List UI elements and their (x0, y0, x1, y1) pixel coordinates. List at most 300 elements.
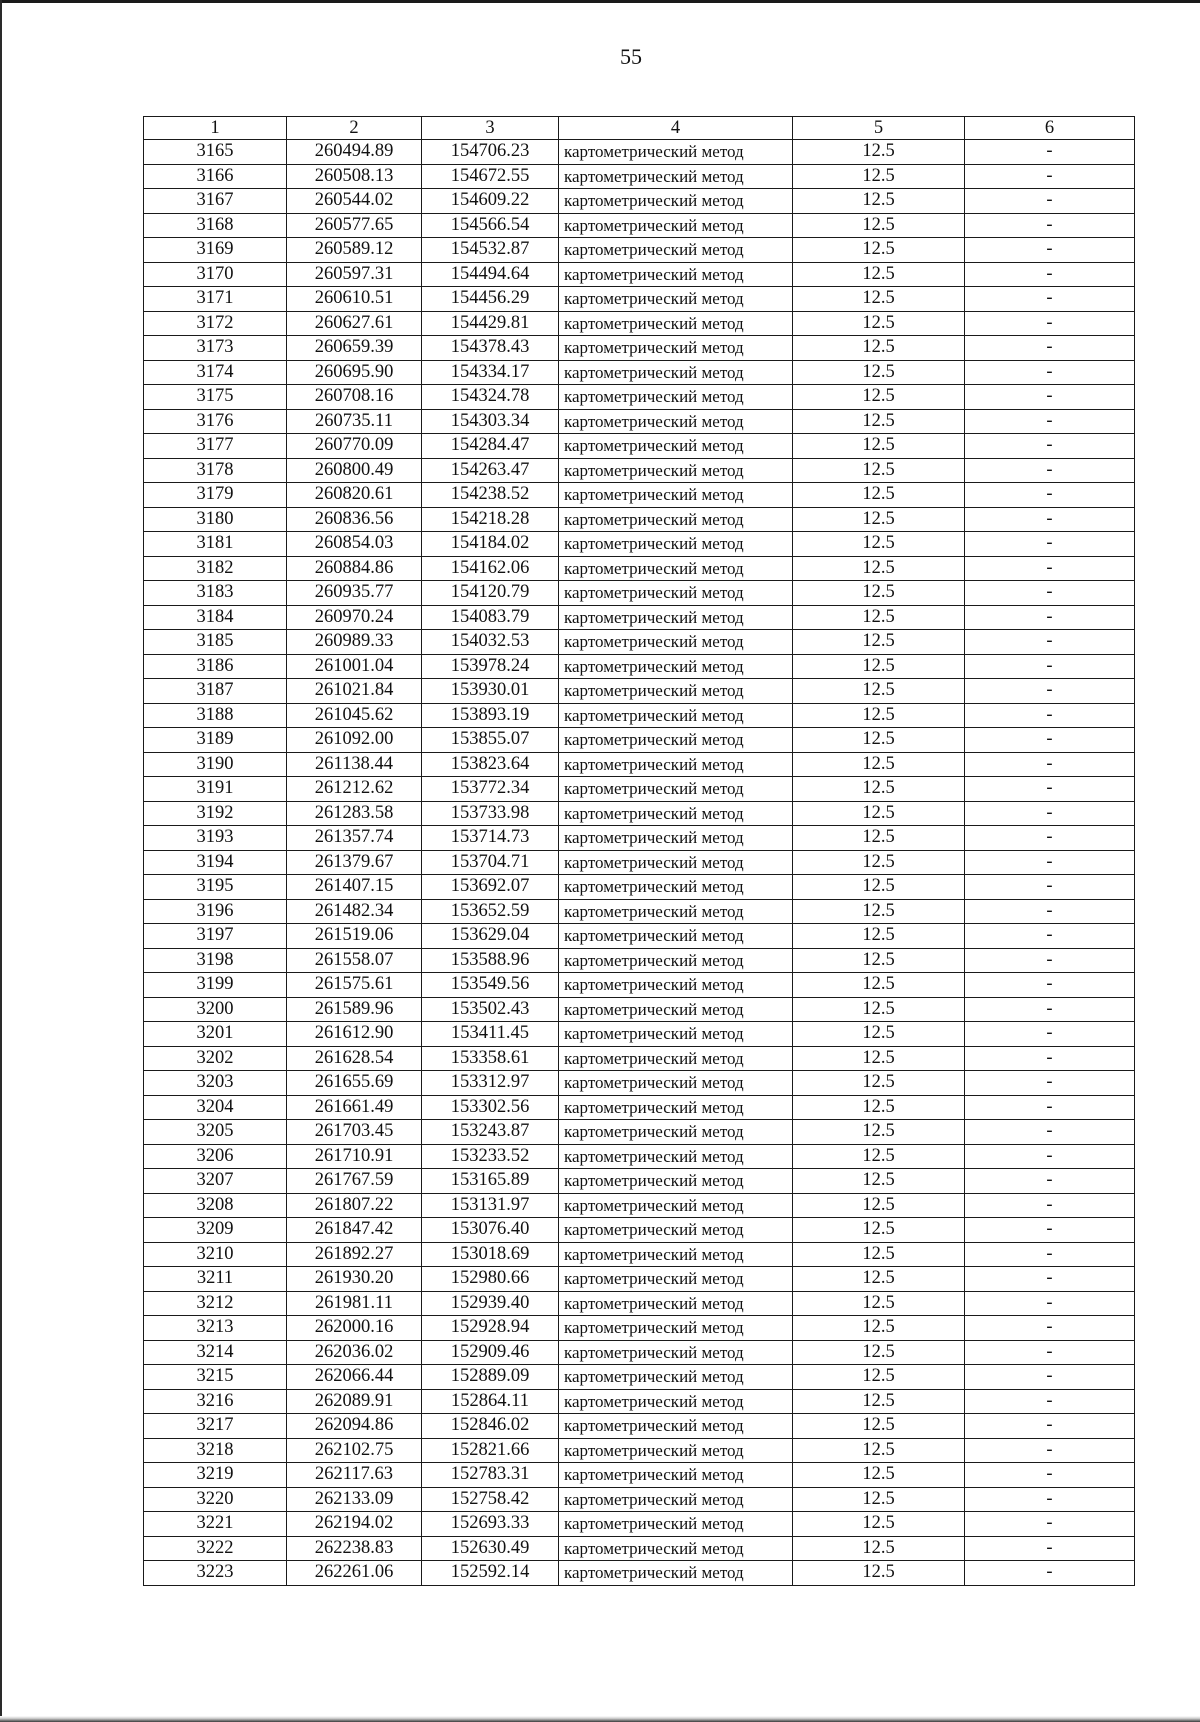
accuracy-cell: 12.5 (793, 875, 965, 900)
y-coordinate-cell: 154120.79 (422, 581, 559, 606)
method-cell: картометрический метод (559, 507, 793, 532)
method-cell: картометрический метод (559, 1071, 793, 1096)
accuracy-cell: 12.5 (793, 336, 965, 361)
method-cell: картометрический метод (559, 826, 793, 851)
description-cell: - (965, 899, 1135, 924)
description-cell: - (965, 875, 1135, 900)
y-coordinate-cell: 153855.07 (422, 728, 559, 753)
method-cell: картометрический метод (559, 140, 793, 165)
table-row (144, 875, 1135, 900)
x-coordinate-cell: 261612.90 (287, 1022, 422, 1047)
x-coordinate-cell: 260820.61 (287, 483, 422, 508)
table-row (144, 140, 1135, 165)
point-number-cell: 3180 (144, 507, 287, 532)
x-coordinate-cell: 262261.06 (287, 1561, 422, 1586)
table-row (144, 752, 1135, 777)
x-coordinate-cell: 261379.67 (287, 850, 422, 875)
accuracy-cell: 12.5 (793, 826, 965, 851)
table-row (144, 262, 1135, 287)
x-coordinate-cell: 260577.65 (287, 213, 422, 238)
y-coordinate-cell: 154494.64 (422, 262, 559, 287)
accuracy-cell: 12.5 (793, 899, 965, 924)
x-coordinate-cell: 260970.24 (287, 605, 422, 630)
point-number-cell: 3187 (144, 679, 287, 704)
point-number-cell: 3169 (144, 238, 287, 263)
x-coordinate-cell: 261021.84 (287, 679, 422, 704)
point-number-cell: 3211 (144, 1267, 287, 1292)
x-coordinate-cell: 261092.00 (287, 728, 422, 753)
x-coordinate-cell: 261283.58 (287, 801, 422, 826)
table-row (144, 1389, 1135, 1414)
y-coordinate-cell: 153165.89 (422, 1169, 559, 1194)
table-row (144, 1291, 1135, 1316)
method-cell: картометрический метод (559, 311, 793, 336)
method-cell: картометрический метод (559, 213, 793, 238)
description-cell: - (965, 1046, 1135, 1071)
method-cell: картометрический метод (559, 899, 793, 924)
table-row (144, 1071, 1135, 1096)
y-coordinate-cell: 154378.43 (422, 336, 559, 361)
y-coordinate-cell: 153549.56 (422, 973, 559, 998)
point-number-cell: 3170 (144, 262, 287, 287)
x-coordinate-cell: 262094.86 (287, 1414, 422, 1439)
method-cell: картометрический метод (559, 728, 793, 753)
accuracy-cell: 12.5 (793, 924, 965, 949)
method-cell: картометрический метод (559, 164, 793, 189)
y-coordinate-cell: 154083.79 (422, 605, 559, 630)
table-row (144, 1095, 1135, 1120)
point-number-cell: 3204 (144, 1095, 287, 1120)
table-row (144, 311, 1135, 336)
accuracy-cell: 12.5 (793, 532, 965, 557)
accuracy-cell: 12.5 (793, 164, 965, 189)
x-coordinate-cell: 261930.20 (287, 1267, 422, 1292)
accuracy-cell: 12.5 (793, 654, 965, 679)
table-row (144, 777, 1135, 802)
y-coordinate-cell: 154218.28 (422, 507, 559, 532)
accuracy-cell: 12.5 (793, 434, 965, 459)
method-cell: картометрический метод (559, 385, 793, 410)
x-coordinate-cell: 261482.34 (287, 899, 422, 924)
table-row (144, 826, 1135, 851)
method-cell: картометрический метод (559, 409, 793, 434)
x-coordinate-cell: 261138.44 (287, 752, 422, 777)
point-number-cell: 3206 (144, 1144, 287, 1169)
scan-top-border (0, 0, 1200, 3)
accuracy-cell: 12.5 (793, 507, 965, 532)
x-coordinate-cell: 260935.77 (287, 581, 422, 606)
table-row (144, 997, 1135, 1022)
y-coordinate-cell: 152864.11 (422, 1389, 559, 1414)
y-coordinate-cell: 152630.49 (422, 1536, 559, 1561)
table-row (144, 409, 1135, 434)
description-cell: - (965, 532, 1135, 557)
y-coordinate-cell: 153411.45 (422, 1022, 559, 1047)
description-cell: - (965, 1267, 1135, 1292)
scan-left-border (0, 0, 2, 1722)
accuracy-cell: 12.5 (793, 1120, 965, 1145)
point-number-cell: 3205 (144, 1120, 287, 1145)
table-row (144, 1512, 1135, 1537)
method-cell: картометрический метод (559, 1242, 793, 1267)
point-number-cell: 3193 (144, 826, 287, 851)
point-number-cell: 3192 (144, 801, 287, 826)
table-row (144, 287, 1135, 312)
accuracy-cell: 12.5 (793, 140, 965, 165)
method-cell: картометрический метод (559, 556, 793, 581)
description-cell: - (965, 287, 1135, 312)
x-coordinate-cell: 261589.96 (287, 997, 422, 1022)
x-coordinate-cell: 260735.11 (287, 409, 422, 434)
description-cell: - (965, 728, 1135, 753)
y-coordinate-cell: 152939.40 (422, 1291, 559, 1316)
method-cell: картометрический метод (559, 336, 793, 361)
accuracy-cell: 12.5 (793, 1169, 965, 1194)
page-number: 55 (620, 44, 642, 69)
point-number-cell: 3210 (144, 1242, 287, 1267)
accuracy-cell: 12.5 (793, 850, 965, 875)
description-cell: - (965, 458, 1135, 483)
y-coordinate-cell: 154284.47 (422, 434, 559, 459)
point-number-cell: 3200 (144, 997, 287, 1022)
accuracy-cell: 12.5 (793, 1463, 965, 1488)
point-number-cell: 3189 (144, 728, 287, 753)
point-number-cell: 3202 (144, 1046, 287, 1071)
table-row (144, 850, 1135, 875)
y-coordinate-cell: 152909.46 (422, 1340, 559, 1365)
y-coordinate-cell: 154706.23 (422, 140, 559, 165)
description-cell: - (965, 1340, 1135, 1365)
point-number-cell: 3207 (144, 1169, 287, 1194)
table-row (144, 360, 1135, 385)
point-number-cell: 3198 (144, 948, 287, 973)
table-row (144, 630, 1135, 655)
x-coordinate-cell: 260508.13 (287, 164, 422, 189)
method-cell: картометрический метод (559, 434, 793, 459)
method-cell: картометрический метод (559, 360, 793, 385)
y-coordinate-cell: 153652.59 (422, 899, 559, 924)
accuracy-cell: 12.5 (793, 1144, 965, 1169)
x-coordinate-cell: 260597.31 (287, 262, 422, 287)
method-cell: картометрический метод (559, 1046, 793, 1071)
description-cell: - (965, 213, 1135, 238)
method-cell: картометрический метод (559, 630, 793, 655)
table-row (144, 1463, 1135, 1488)
accuracy-cell: 12.5 (793, 1291, 965, 1316)
x-coordinate-cell: 261807.22 (287, 1193, 422, 1218)
method-cell: картометрический метод (559, 850, 793, 875)
method-cell: картометрический метод (559, 801, 793, 826)
point-number-cell: 3208 (144, 1193, 287, 1218)
description-cell: - (965, 1169, 1135, 1194)
x-coordinate-cell: 260627.61 (287, 311, 422, 336)
y-coordinate-cell: 154238.52 (422, 483, 559, 508)
y-coordinate-cell: 153243.87 (422, 1120, 559, 1145)
x-coordinate-cell: 260989.33 (287, 630, 422, 655)
description-cell: - (965, 1291, 1135, 1316)
description-cell: - (965, 336, 1135, 361)
point-number-cell: 3213 (144, 1316, 287, 1341)
table-row (144, 924, 1135, 949)
table-row (144, 1316, 1135, 1341)
description-cell: - (965, 1438, 1135, 1463)
x-coordinate-cell: 261045.62 (287, 703, 422, 728)
table-row (144, 458, 1135, 483)
point-number-cell: 3214 (144, 1340, 287, 1365)
accuracy-cell: 12.5 (793, 458, 965, 483)
point-number-cell: 3195 (144, 875, 287, 900)
method-cell: картометрический метод (559, 1389, 793, 1414)
x-coordinate-cell: 260770.09 (287, 434, 422, 459)
scan-bottom-border (0, 1716, 1200, 1722)
x-coordinate-cell: 261767.59 (287, 1169, 422, 1194)
table-row (144, 1561, 1135, 1586)
accuracy-cell: 12.5 (793, 556, 965, 581)
y-coordinate-cell: 154324.78 (422, 385, 559, 410)
method-cell: картометрический метод (559, 483, 793, 508)
point-number-cell: 3179 (144, 483, 287, 508)
method-cell: картометрический метод (559, 924, 793, 949)
y-coordinate-cell: 152821.66 (422, 1438, 559, 1463)
description-cell: - (965, 189, 1135, 214)
x-coordinate-cell: 262066.44 (287, 1365, 422, 1390)
description-cell: - (965, 1414, 1135, 1439)
y-coordinate-cell: 153692.07 (422, 875, 559, 900)
y-coordinate-cell: 152889.09 (422, 1365, 559, 1390)
accuracy-cell: 12.5 (793, 1512, 965, 1537)
y-coordinate-cell: 152846.02 (422, 1414, 559, 1439)
x-coordinate-cell: 262238.83 (287, 1536, 422, 1561)
method-cell: картометрический метод (559, 679, 793, 704)
point-number-cell: 3194 (144, 850, 287, 875)
point-number-cell: 3209 (144, 1218, 287, 1243)
accuracy-cell: 12.5 (793, 360, 965, 385)
description-cell: - (965, 826, 1135, 851)
description-cell: - (965, 948, 1135, 973)
x-coordinate-cell: 260708.16 (287, 385, 422, 410)
accuracy-cell: 12.5 (793, 1316, 965, 1341)
point-number-cell: 3186 (144, 654, 287, 679)
point-number-cell: 3190 (144, 752, 287, 777)
description-cell: - (965, 238, 1135, 263)
x-coordinate-cell: 262194.02 (287, 1512, 422, 1537)
y-coordinate-cell: 154609.22 (422, 189, 559, 214)
table-row (144, 899, 1135, 924)
table-row (144, 434, 1135, 459)
table-row (144, 1169, 1135, 1194)
method-cell: картометрический метод (559, 581, 793, 606)
table-row (144, 483, 1135, 508)
table-row (144, 728, 1135, 753)
method-cell: картометрический метод (559, 1169, 793, 1194)
description-cell: - (965, 1487, 1135, 1512)
description-cell: - (965, 164, 1135, 189)
column-header-y-coordinate: 3 (422, 117, 559, 140)
table-row (144, 238, 1135, 263)
description-cell: - (965, 311, 1135, 336)
x-coordinate-cell: 261575.61 (287, 973, 422, 998)
table-row (144, 1046, 1135, 1071)
point-number-cell: 3219 (144, 1463, 287, 1488)
method-cell: картометрический метод (559, 238, 793, 263)
table-body (144, 140, 1135, 1586)
accuracy-cell: 12.5 (793, 287, 965, 312)
x-coordinate-cell: 261628.54 (287, 1046, 422, 1071)
table-row (144, 1536, 1135, 1561)
point-number-cell: 3217 (144, 1414, 287, 1439)
method-cell: картометрический метод (559, 1414, 793, 1439)
accuracy-cell: 12.5 (793, 1071, 965, 1096)
x-coordinate-cell: 262036.02 (287, 1340, 422, 1365)
accuracy-cell: 12.5 (793, 1389, 965, 1414)
method-cell: картометрический метод (559, 1095, 793, 1120)
y-coordinate-cell: 154184.02 (422, 532, 559, 557)
x-coordinate-cell: 261847.42 (287, 1218, 422, 1243)
table-row (144, 164, 1135, 189)
y-coordinate-cell: 154429.81 (422, 311, 559, 336)
y-coordinate-cell: 154456.29 (422, 287, 559, 312)
y-coordinate-cell: 154566.54 (422, 213, 559, 238)
point-number-cell: 3199 (144, 973, 287, 998)
description-cell: - (965, 1536, 1135, 1561)
x-coordinate-cell: 260494.89 (287, 140, 422, 165)
accuracy-cell: 12.5 (793, 1365, 965, 1390)
table-row (144, 679, 1135, 704)
table-row (144, 1022, 1135, 1047)
x-coordinate-cell: 261981.11 (287, 1291, 422, 1316)
y-coordinate-cell: 153772.34 (422, 777, 559, 802)
description-cell: - (965, 605, 1135, 630)
table-row (144, 605, 1135, 630)
accuracy-cell: 12.5 (793, 1095, 965, 1120)
y-coordinate-cell: 154303.34 (422, 409, 559, 434)
accuracy-cell: 12.5 (793, 483, 965, 508)
description-cell: - (965, 1120, 1135, 1145)
method-cell: картометрический метод (559, 1218, 793, 1243)
point-number-cell: 3201 (144, 1022, 287, 1047)
point-number-cell: 3168 (144, 213, 287, 238)
y-coordinate-cell: 153131.97 (422, 1193, 559, 1218)
description-cell: - (965, 1144, 1135, 1169)
table-row (144, 1414, 1135, 1439)
y-coordinate-cell: 153588.96 (422, 948, 559, 973)
description-cell: - (965, 703, 1135, 728)
description-cell: - (965, 507, 1135, 532)
table-row (144, 801, 1135, 826)
method-cell: картометрический метод (559, 1316, 793, 1341)
point-number-cell: 3177 (144, 434, 287, 459)
description-cell: - (965, 997, 1135, 1022)
method-cell: картометрический метод (559, 1487, 793, 1512)
table-row (144, 948, 1135, 973)
point-number-cell: 3215 (144, 1365, 287, 1390)
description-cell: - (965, 140, 1135, 165)
table-row (144, 1193, 1135, 1218)
y-coordinate-cell: 154532.87 (422, 238, 559, 263)
point-number-cell: 3196 (144, 899, 287, 924)
table-row (144, 1487, 1135, 1512)
y-coordinate-cell: 153893.19 (422, 703, 559, 728)
y-coordinate-cell: 154672.55 (422, 164, 559, 189)
accuracy-cell: 12.5 (793, 630, 965, 655)
point-number-cell: 3191 (144, 777, 287, 802)
method-cell: картометрический метод (559, 1340, 793, 1365)
description-cell: - (965, 801, 1135, 826)
point-number-cell: 3173 (144, 336, 287, 361)
y-coordinate-cell: 152928.94 (422, 1316, 559, 1341)
column-header-x-coordinate: 2 (287, 117, 422, 140)
y-coordinate-cell: 153930.01 (422, 679, 559, 704)
table-header-row (144, 117, 1135, 140)
method-cell: картометрический метод (559, 189, 793, 214)
point-number-cell: 3167 (144, 189, 287, 214)
description-cell: - (965, 1071, 1135, 1096)
method-cell: картометрический метод (559, 1561, 793, 1586)
description-cell: - (965, 409, 1135, 434)
description-cell: - (965, 360, 1135, 385)
table-row (144, 1144, 1135, 1169)
y-coordinate-cell: 154334.17 (422, 360, 559, 385)
y-coordinate-cell: 152980.66 (422, 1267, 559, 1292)
point-number-cell: 3212 (144, 1291, 287, 1316)
description-cell: - (965, 1389, 1135, 1414)
accuracy-cell: 12.5 (793, 948, 965, 973)
table-row (144, 1120, 1135, 1145)
method-cell: картометрический метод (559, 948, 793, 973)
y-coordinate-cell: 152693.33 (422, 1512, 559, 1537)
method-cell: картометрический метод (559, 1463, 793, 1488)
table-row (144, 1218, 1135, 1243)
coordinates-table (143, 116, 1135, 1586)
method-cell: картометрический метод (559, 1144, 793, 1169)
x-coordinate-cell: 262089.91 (287, 1389, 422, 1414)
y-coordinate-cell: 153233.52 (422, 1144, 559, 1169)
accuracy-cell: 12.5 (793, 1022, 965, 1047)
method-cell: картометрический метод (559, 262, 793, 287)
table-row (144, 336, 1135, 361)
method-cell: картометрический метод (559, 1291, 793, 1316)
method-cell: картометрический метод (559, 458, 793, 483)
x-coordinate-cell: 261892.27 (287, 1242, 422, 1267)
point-number-cell: 3176 (144, 409, 287, 434)
description-cell: - (965, 581, 1135, 606)
accuracy-cell: 12.5 (793, 973, 965, 998)
description-cell: - (965, 1218, 1135, 1243)
description-cell: - (965, 1095, 1135, 1120)
y-coordinate-cell: 154032.53 (422, 630, 559, 655)
y-coordinate-cell: 154263.47 (422, 458, 559, 483)
point-number-cell: 3175 (144, 385, 287, 410)
table-row (144, 581, 1135, 606)
method-cell: картометрический метод (559, 1193, 793, 1218)
accuracy-cell: 12.5 (793, 1193, 965, 1218)
accuracy-cell: 12.5 (793, 1046, 965, 1071)
point-number-cell: 3223 (144, 1561, 287, 1586)
accuracy-cell: 12.5 (793, 385, 965, 410)
y-coordinate-cell: 153302.56 (422, 1095, 559, 1120)
y-coordinate-cell: 152783.31 (422, 1463, 559, 1488)
table-row (144, 1438, 1135, 1463)
accuracy-cell: 12.5 (793, 605, 965, 630)
description-cell: - (965, 1193, 1135, 1218)
accuracy-cell: 12.5 (793, 1561, 965, 1586)
accuracy-cell: 12.5 (793, 1340, 965, 1365)
description-cell: - (965, 752, 1135, 777)
table-row (144, 1242, 1135, 1267)
point-number-cell: 3222 (144, 1536, 287, 1561)
table-row (144, 1365, 1135, 1390)
point-number-cell: 3220 (144, 1487, 287, 1512)
